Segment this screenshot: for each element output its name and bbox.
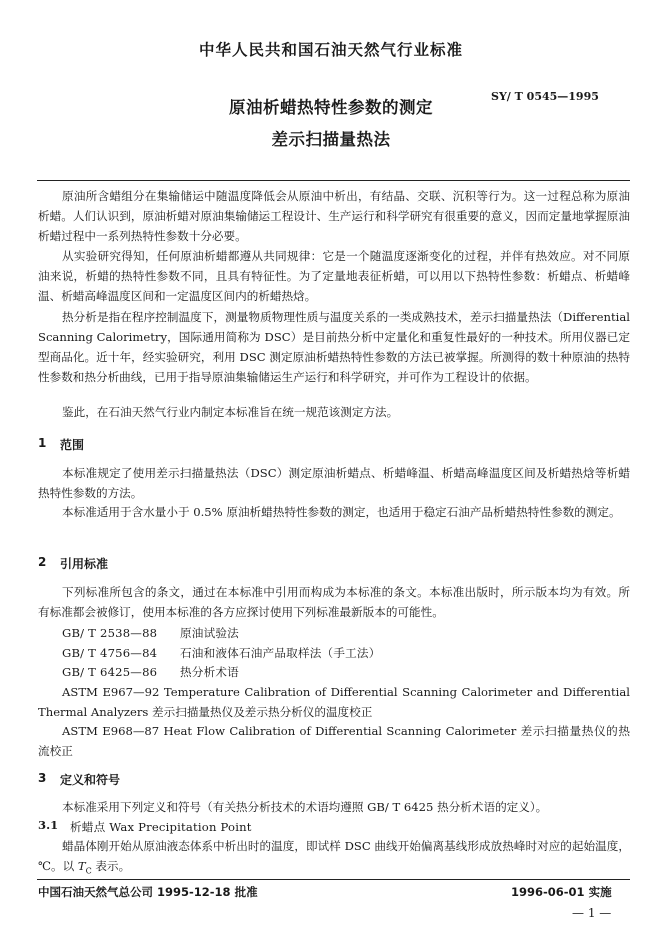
section-1-paragraph-2: 本标准适用于含水量小于 0.5% 原油析蜡热特性参数的测定，也适用于稳定石油产品析蜡热特性参数的测定。 bbox=[62, 505, 621, 519]
footer-divider bbox=[37, 879, 630, 880]
effective-date: 1996-06-01 实施 bbox=[511, 885, 612, 899]
section-2-title: 引用标准 bbox=[60, 557, 109, 571]
reference-code-2: GB/ T 4756—84 bbox=[62, 646, 158, 660]
reference-code-1: GB/ T 2538—88 bbox=[62, 626, 158, 640]
section-2-intro: 下列标准所包含的条文，通过在本标准中引用而构成为本标准的条文。本标准出版时，所示版本均为有效。所有标准都会被修订，使用本标准的各方应探讨使用下列标准最新版本的可能性。 bbox=[38, 585, 630, 619]
reference-title-3: 热分析术语 bbox=[180, 665, 239, 679]
reference-code-3: GB/ T 6425—86 bbox=[62, 665, 158, 679]
section-3-number: 3 bbox=[38, 771, 47, 785]
document-title-line2: 差示扫描量热法 bbox=[271, 130, 391, 149]
astm-reference-1: ASTM E967—92 Temperature Calibration of Differential Scanning Calorimeter and Differential Thermal Analyzers 差示扫描量热仪及差示热分析仪的温度校正 bbox=[38, 685, 630, 719]
definition-3-1-text-post: 表示。 bbox=[91, 859, 131, 873]
standard-code: SY/ T 0545—1995 bbox=[491, 90, 599, 103]
definition-3-1-text bbox=[38, 836, 630, 881]
reference-title-1: 原油试验法 bbox=[180, 626, 239, 640]
approval-info: 中国石油天然气总公司 1995-12-18 批准 bbox=[38, 885, 258, 899]
definition-3-1-number: 3.1 bbox=[38, 818, 59, 832]
section-1-title: 范围 bbox=[60, 438, 85, 452]
document-title-line1: 原油析蜡热特性参数的测定 bbox=[229, 98, 433, 117]
page-number: — 1 — bbox=[572, 906, 612, 920]
definition-3-1-term: 析蜡点 Wax Precipitation Point bbox=[70, 820, 252, 834]
definition-symbol-subscript: C bbox=[85, 866, 92, 876]
definition-symbol: T bbox=[77, 859, 86, 873]
section-3-title: 定义和符号 bbox=[60, 773, 121, 787]
intro-paragraph-3: 热分析是指在程序控制温度下，测量物质物理性质与温度关系的一类成熟技术，差示扫描量热法（Differential Scanning Calorimetry，国际通用简称为 DSC）是目前热分析中定量化和重复性最好的一种技术。所用仪器已定型商品化。近十年，经实验研究，利用 DSC 测定原油析蜡热特性参数的方法已被掌握。所测得的数十种原油的热特性参数和热分析曲线，已用于指导原油集输储运生产运行和科学研究，并可作为工程设计的依据。 bbox=[38, 310, 630, 384]
section-3-intro: 本标准采用下列定义和符号（有关热分析技术的术语均遵照 GB/ T 6425 热分析术语的定义）。 bbox=[62, 800, 548, 814]
definition-3-1-text-pre: 蜡晶体刚开始从原油液态体系中析出时的温度，即试样 DSC 曲线开始偏离基线形成放热峰时对应的起始温度，℃。以 bbox=[38, 839, 630, 873]
intro-paragraph-1: 原油所含蜡组分在集输储运中随温度降低会从原油中析出，有结晶、交联、沉积等行为。这一过程总称为原油析蜡。人们认识到，原油析蜡对原油集输储运工程设计、生产运行和科学研究有很重要的意义，因而定量地掌握原油析蜡过程中一系列热特性参数十分必要。 bbox=[38, 189, 630, 243]
intro-paragraph-4: 鉴此，在石油天然气行业内制定本标准旨在统一规范该测定方法。 bbox=[62, 405, 399, 419]
standard-body-title: 中华人民共和国石油天然气行业标准 bbox=[198, 41, 463, 59]
section-2-number: 2 bbox=[38, 555, 47, 569]
astm-reference-2: ASTM E968—87 Heat Flow Calibration of Differential Scanning Calorimeter 差示扫描量热仪的热流校正 bbox=[38, 724, 630, 758]
header-divider bbox=[37, 180, 630, 181]
intro-paragraph-2: 从实验研究得知，任何原油析蜡都遵从共同规律：它是一个随温度逐渐变化的过程，并伴有热效应。对不同原油来说，析蜡的热特性参数不同，且具有特征性。为了定量地表征析蜡，可以用以下热特性参数：析蜡点、析蜡峰温、析蜡高峰温度区间和一定温度区间内的析蜡热焓。 bbox=[38, 249, 630, 303]
section-1-number: 1 bbox=[38, 436, 47, 450]
reference-title-2: 石油和液体石油产品取样法（手工法） bbox=[180, 646, 381, 660]
section-1-paragraph-1: 本标准规定了使用差示扫描量热法（DSC）测定原油析蜡点、析蜡峰温、析蜡高峰温度区间及析蜡热焓等析蜡热特性参数的方法。 bbox=[38, 466, 630, 500]
